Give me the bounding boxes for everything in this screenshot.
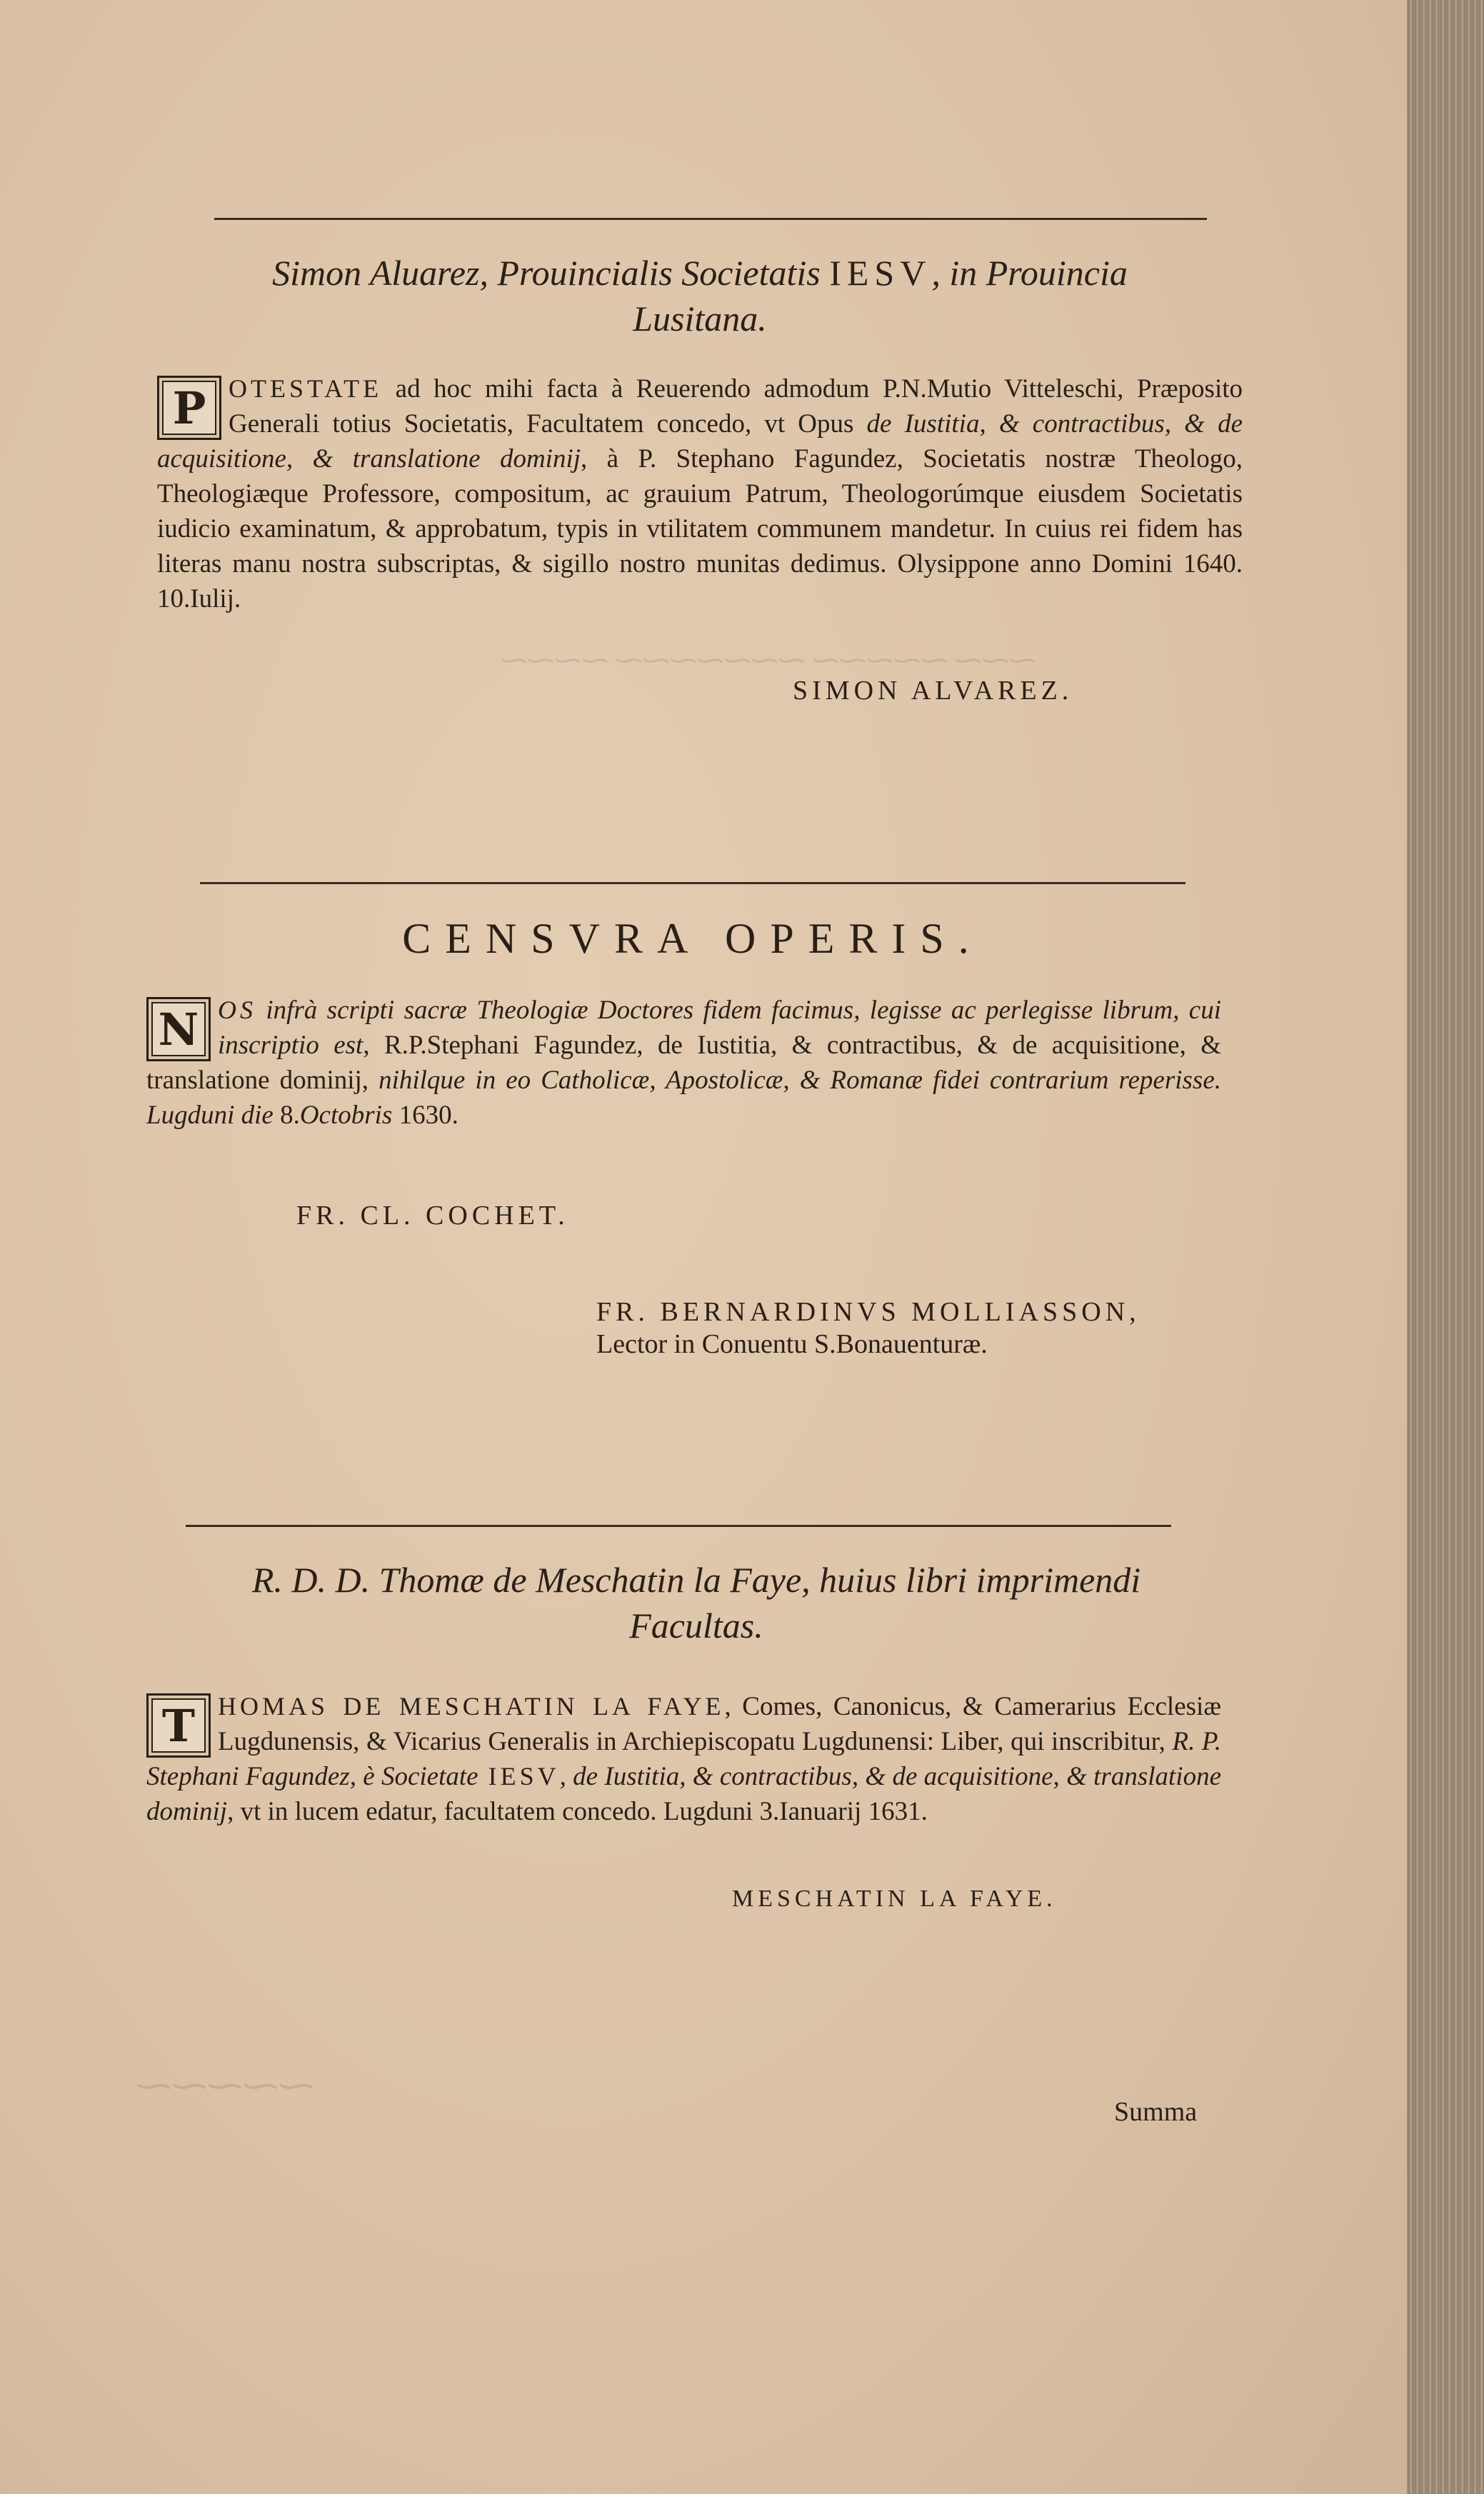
body-italic: , de Iustitia, & contractibus, & de acquisitione, & translatione dominij	[146, 1762, 1221, 1826]
heading-text: Simon Aluarez, Prouincialis Societatis	[272, 253, 830, 293]
body-italic: R. P. Stephani Fagundez, è Societate	[146, 1727, 1221, 1791]
section3-rule	[186, 1525, 1171, 1527]
signature-meschatin: MESCHATIN LA FAYE.	[732, 1885, 1057, 1912]
body-text: , à P. Stephano Fagundez, Societatis nostræ Theologo, Theologiæque Professore, compositum, ac grauium Patrum, Theologorúmque eiusdem Societatis iudicio examinatum, & approbatum, typis in vtilitatem communem mandetur. In cuius rei fidem has literas manu nostra subscriptas, & sigillo nostro munitas dedimus. Olysippone anno Domini 1640. 10.Iulij.	[157, 444, 1243, 614]
body-smallcaps: OTESTATE	[229, 374, 383, 403]
dropcap-p: P	[157, 376, 221, 440]
body-italic: nihilque in eo Catholicæ, Apostolicæ, & Romanæ fidei contrarium reperisse. Lugduni die	[146, 1066, 1221, 1130]
bleed-through: ⁓⁓⁓ ⁓⁓⁓⁓⁓ ⁓⁓⁓⁓⁓⁓⁓ ⁓⁓⁓⁓	[500, 646, 1036, 676]
signature-simon-alvarez: SIMON ALVAREZ.	[793, 676, 1073, 706]
signer-molliasson-role: Lector in Conuentu S.Bonauenturæ.	[596, 1329, 988, 1359]
heading-text: Lusitana.	[633, 299, 767, 339]
dropcap-n: N	[146, 997, 211, 1061]
body-italic: Octobris	[299, 1101, 393, 1130]
section3-body	[146, 1689, 1221, 1829]
heading-text: , in Prouincia	[931, 253, 1128, 293]
heading-text: Facultas.	[629, 1606, 763, 1646]
body-text: , R.P.Stephani Fagundez, de Iustitia, & contractibus, & de acquisitione, & translatione dominij,	[146, 1031, 1221, 1095]
section1-heading	[164, 250, 1235, 341]
body-italic: de Iustitia, & contractibus, & de acquisitione, & translatione dominij	[157, 409, 1243, 474]
censura-title: CENSVRA OPERIS.	[402, 915, 983, 962]
body-text: 8.	[273, 1101, 300, 1130]
dropcap-t: T	[146, 1693, 211, 1758]
bleed-through-index: ⁓⁓⁓⁓⁓	[136, 2065, 314, 2105]
signer-cochet: FR. CL. COCHET.	[296, 1201, 569, 1231]
body-text: ad hoc mihi facta à Reuerendo admodum P.N.Mutio Vitteleschi, Præposito Generali totius Societatis, Facultatem concedo, vt Opus	[229, 374, 1243, 439]
body-italic: infrà scripti sacræ Theologiæ Doctores fidem facimus, legisse ac perlegisse librum, cui inscriptio est	[218, 996, 1221, 1060]
catchword: Summa	[1114, 2097, 1198, 2127]
section2-body	[146, 993, 1221, 1133]
body-smallcaps: IESV	[478, 1762, 560, 1791]
section1-body	[157, 371, 1243, 616]
body-smallcaps: HOMAS DE MESCHATIN LA FAYE	[218, 1692, 725, 1721]
top-rule	[214, 218, 1207, 220]
section3-heading	[171, 1557, 1221, 1648]
heading-text-smallcaps: IESV	[829, 253, 932, 293]
body-text: , vt in lucem edatur, facultatem concedo. Lugduni 3.Ianuarij 1631.	[227, 1797, 928, 1826]
body-smallcaps: OS	[218, 996, 256, 1024]
heading-text: R. D. D. Thomæ de Meschatin la Faye, huius libri imprimendi	[251, 1560, 1141, 1600]
signer-molliasson: FR. BERNARDINVS MOLLIASSON,	[596, 1297, 1140, 1327]
body-text: 1630.	[392, 1101, 458, 1130]
body-text: , Comes, Canonicus, & Camerarius Ecclesiæ Lugdunensis, & Vicarius Generalis in Archiepiscopatu Lugdunensi: Liber, qui inscribitur,	[218, 1692, 1221, 1756]
page-edges	[1407, 0, 1484, 2494]
censura-rule	[200, 882, 1185, 884]
